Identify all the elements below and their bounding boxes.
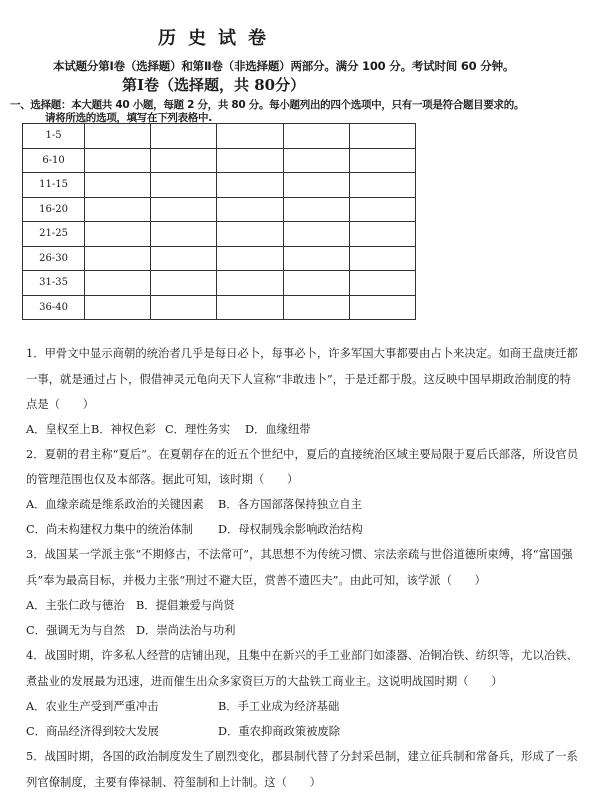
- answer-cell[interactable]: [85, 124, 151, 149]
- answer-cell[interactable]: [349, 124, 415, 149]
- answer-row: [23, 222, 416, 247]
- answer-row: [23, 197, 416, 222]
- question-3-line-1: 3．战国某一学派主张“不期修古，不法常可”，其思想不为传统习惯、宗法亲疏与世俗道德所束缚，将“富国强: [26, 548, 573, 561]
- answer-cell[interactable]: [151, 295, 217, 320]
- question-4-line-2: 煮盐业的发展最为迅速，进而催生出众多家资巨万的大盐铁工商业主。这说明战国时期（ ）: [26, 675, 503, 688]
- answer-cell[interactable]: [349, 173, 415, 198]
- question-4-option-b[interactable]: B．手工业成为经济基础: [218, 700, 340, 713]
- answer-cell[interactable]: [217, 124, 283, 149]
- question-1-option-b[interactable]: B．神权色彩: [91, 423, 156, 436]
- question-1-line-3: 点是（ ）: [26, 398, 95, 411]
- page-title: 历史试卷: [158, 28, 278, 49]
- question-5-line-2: 列官僚制度，主要有俸禄制、符玺制和上计制。这（ ）: [26, 776, 322, 789]
- question-2-option-c[interactable]: C．尚未构建权力集中的统治体制: [26, 523, 193, 536]
- answer-cell[interactable]: [283, 173, 349, 198]
- row-label: 6-10: [23, 148, 85, 173]
- answer-row: [23, 295, 416, 320]
- question-3-option-a[interactable]: A．主张仁政与德治: [26, 599, 125, 612]
- question-1-option-a[interactable]: A．皇权至上: [26, 423, 91, 436]
- answer-cell[interactable]: [217, 295, 283, 320]
- answer-row: [23, 246, 416, 271]
- answer-cell[interactable]: [349, 295, 415, 320]
- answer-row: [23, 173, 416, 198]
- answer-row: [23, 271, 416, 296]
- answer-cell[interactable]: [151, 124, 217, 149]
- question-1-line-1: 1．甲骨文中显示商朝的统治者几乎是每日必卜，每事必卜，许多军国大事都要由占卜来决定。如商王盘庚迁都: [26, 347, 578, 360]
- answer-row: [23, 148, 416, 173]
- question-5-line-1: 5．战国时期，各国的政治制度发生了剧烈变化，郡县制代替了分封采邑制，建立征兵制和常备兵，形成了一系: [26, 750, 578, 763]
- question-1-option-d[interactable]: D．血缘纽带: [245, 423, 311, 436]
- row-label: 31-35: [23, 271, 85, 296]
- answer-cell[interactable]: [217, 197, 283, 222]
- answer-cell[interactable]: [151, 222, 217, 247]
- question-1-option-c[interactable]: C．理性务实: [165, 423, 231, 436]
- row-label: 21-25: [23, 222, 85, 247]
- question-2-option-b[interactable]: B．各方国部落保持独立自主: [218, 498, 362, 511]
- answer-cell[interactable]: [85, 197, 151, 222]
- question-3-option-b[interactable]: B．提倡兼爱与尚贤: [136, 599, 235, 612]
- answer-cell[interactable]: [151, 197, 217, 222]
- question-2-option-d[interactable]: D．母权制残余影响政治结构: [218, 523, 363, 536]
- part-one-title: 第Ⅰ卷（选择题，共 80分）: [122, 76, 306, 94]
- answer-cell[interactable]: [217, 173, 283, 198]
- answer-cell[interactable]: [283, 271, 349, 296]
- answer-cell[interactable]: [85, 222, 151, 247]
- answer-cell[interactable]: [217, 246, 283, 271]
- answer-cell[interactable]: [283, 222, 349, 247]
- answer-table: [22, 123, 416, 320]
- row-label: 16-20: [23, 197, 85, 222]
- answer-cell[interactable]: [217, 271, 283, 296]
- question-3-option-d[interactable]: D．崇尚法治与功利: [136, 624, 236, 637]
- question-2-option-a[interactable]: A．血缘亲疏是维系政治的关键因素: [26, 498, 204, 511]
- answer-cell[interactable]: [151, 271, 217, 296]
- section-instruction: 一、选择题：本大题共 40 小题，每题 2 分，共 80 分。每小题列出的四个选项中，只有一项是符合题目要求的。: [10, 99, 525, 111]
- question-4-option-a[interactable]: A．农业生产受到严重冲击: [26, 700, 159, 713]
- answer-cell[interactable]: [217, 222, 283, 247]
- answer-cell[interactable]: [283, 197, 349, 222]
- answer-cell[interactable]: [283, 295, 349, 320]
- row-label: 26-30: [23, 246, 85, 271]
- answer-cell[interactable]: [349, 148, 415, 173]
- question-2-line-1: 2．夏朝的君主称“夏后”。在夏朝存在的近五个世纪中，夏后的直接统治区域主要局限于夏后氏部落，所设官员: [26, 448, 579, 461]
- answer-cell[interactable]: [349, 271, 415, 296]
- answer-cell[interactable]: [283, 148, 349, 173]
- answer-cell[interactable]: [349, 222, 415, 247]
- answer-cell[interactable]: [349, 246, 415, 271]
- answer-cell[interactable]: [85, 148, 151, 173]
- question-2-line-2: 的管理范围也仅及本部落。据此可知，该时期（ ）: [26, 473, 299, 486]
- answer-cell[interactable]: [85, 271, 151, 296]
- answer-cell[interactable]: [283, 124, 349, 149]
- answer-cell[interactable]: [85, 173, 151, 198]
- answer-cell[interactable]: [151, 173, 217, 198]
- question-4-option-d[interactable]: D．重农抑商政策被废除: [218, 725, 341, 738]
- question-3-line-2: 兵”奉为最高目标，并极力主张“刑过不避大臣，赏善不遗匹夫”。由此可知，该学派（ ）: [26, 574, 487, 587]
- row-label: 1-5: [23, 124, 85, 149]
- question-4-option-c[interactable]: C．商品经济得到较大发展: [26, 725, 159, 738]
- answer-cell[interactable]: [217, 148, 283, 173]
- answer-cell[interactable]: [85, 295, 151, 320]
- answer-cell[interactable]: [151, 148, 217, 173]
- answer-cell[interactable]: [85, 246, 151, 271]
- row-label: 36-40: [23, 295, 85, 320]
- question-1-line-2: 一事，就是通过占卜，假借神灵元龟向天下人宣称“非敢违卜”，于是迁都于殷。这反映中国早期政治制度的特: [26, 373, 571, 386]
- row-label: 11-15: [23, 173, 85, 198]
- question-4-line-1: 4．战国时期，许多私人经营的店铺出现，且集中在新兴的手工业部门如漆器、冶铜冶铁、纺织等，尤以冶铁、: [26, 649, 578, 662]
- exam-intro: 本试题分第Ⅰ卷（选择题）和第Ⅱ卷（非选择题）两部分。满分 100 分。考试时间 60 分钟。: [53, 59, 515, 73]
- answer-cell[interactable]: [349, 197, 415, 222]
- answer-cell[interactable]: [151, 246, 217, 271]
- answer-cell[interactable]: [283, 246, 349, 271]
- section-instruction-continued: 请将所选的选项，填写在下列表格中.: [45, 112, 212, 124]
- answer-row: [23, 124, 416, 149]
- question-3-option-c[interactable]: C．强调无为与自然: [26, 624, 126, 637]
